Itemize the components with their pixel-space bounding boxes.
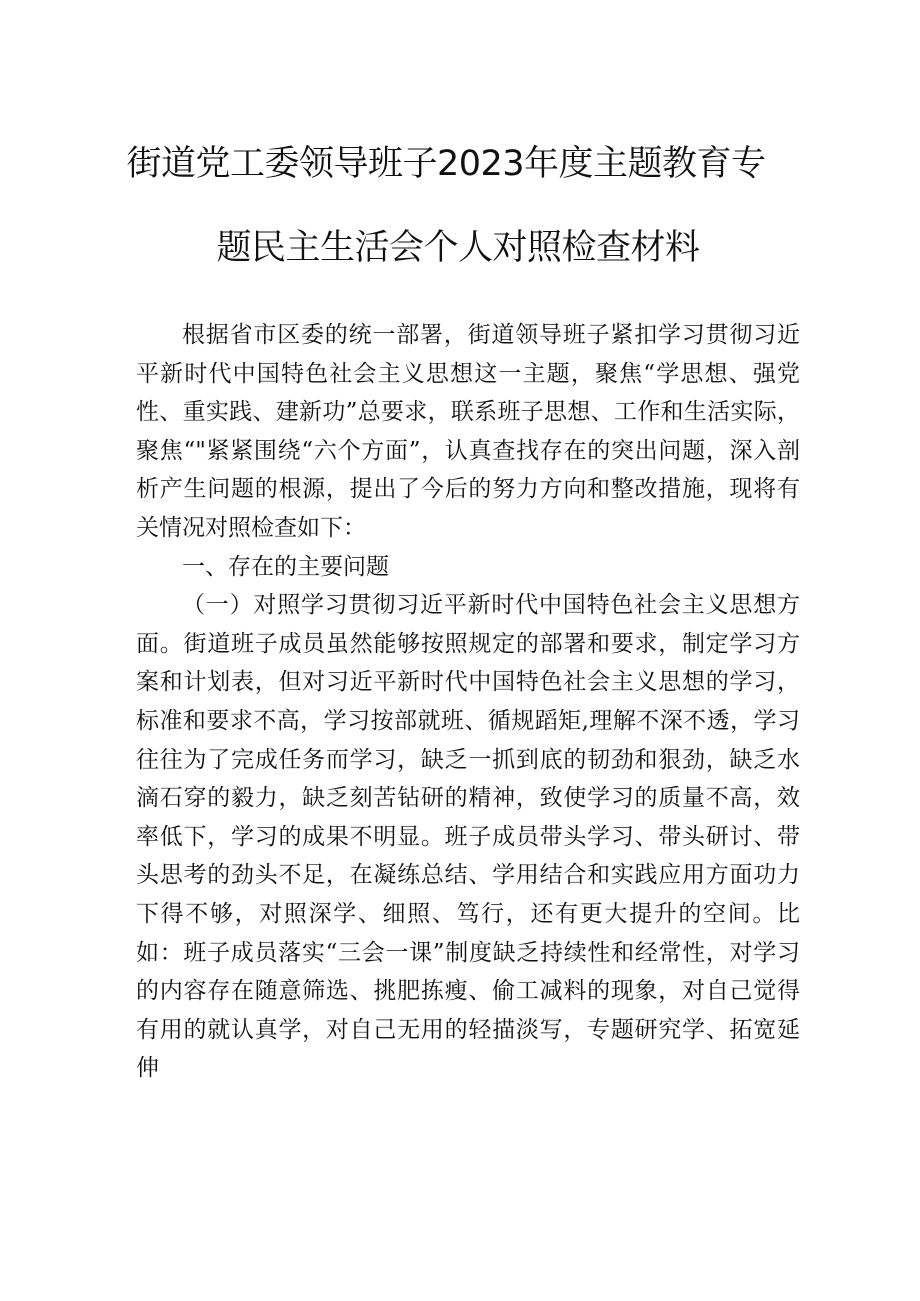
section-heading-problems: 一、存在的主要问题 bbox=[182, 553, 389, 580]
document-title-line-2: 题民主生活会个人对照检查材料 bbox=[216, 228, 700, 268]
section-paragraph-study: （一）对照学习贯彻习近平新时代中国特色社会主义思想方面。街道班子成员虽然能够按照规定的部署和要求，制定学习方案和计划表，但对习近平新时代中国特色社会主义思想的学习，标准和要求不高，学习按部就班、循规蹈矩,理解不深不透，学习往往为了完成任务而学习，缺乏一抓到底的韧劲和狠劲，缺乏水滴石穿的毅力，缺乏刻苦钻研的精神，致使学习的质量不高，效率低下，学习的成果不明显。班子成员带头学习、带头研讨、带头思考的劲头不足，在凝练总结、学用结合和实践应用方面功力下得不够，对照深学、细照、笃行，还有更大提升的空间。比如：班子成员落实“三会一课”制度缺乏持续性和经常性，对学习的内容存在随意筛选、挑肥拣瘦、偷工减料的现象，对自己觉得有用的就认真学，对自己无用的轻描淡写，专题研究学、拓宽延伸 bbox=[136, 592, 800, 1082]
document-title-line-1: 街道党工委领导班子2023年度主题教育专 bbox=[126, 144, 766, 184]
document-body bbox=[136, 316, 800, 1088]
intro-paragraph: 根据省市区委的统一部署，街道领导班子紧扣学习贯彻习近平新时代中国特色社会主义思想这一主题，聚焦“学思想、强党性、重实践、建新功”总要求，联系班子思想、工作和生活实际，聚焦“"紧紧围绕“六个方面”，认真查找存在的突出问题，深入剖析产生问题的根源，提出了今后的努力方向和整改措施，现将有关情况对照检查如下： bbox=[136, 322, 800, 541]
